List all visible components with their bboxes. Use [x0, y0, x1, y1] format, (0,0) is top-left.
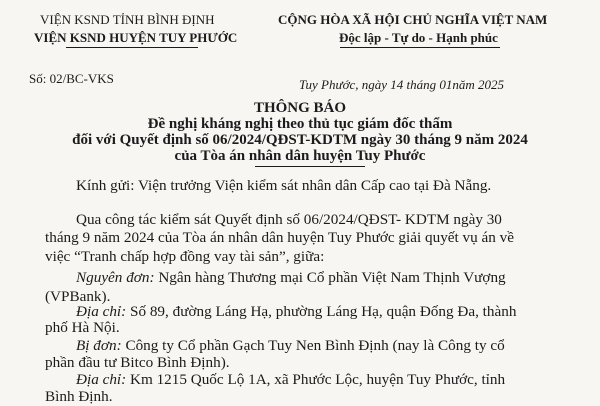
place-and-date: Tuy Phước, ngày 14 tháng 01năm 2025 — [299, 77, 505, 92]
plaintiff-line-2: (VPBank). — [45, 288, 111, 305]
document-subject-line-3: của Tòa án nhân dân huyện Tuy Phước — [174, 148, 426, 164]
paragraph-1-line-3: việc “Tranh chấp hợp đồng vay tài sản”, giữa: — [45, 248, 325, 265]
plaintiff-line — [76, 270, 506, 285]
defendant-line-2 — [45, 355, 230, 370]
defendant-name-cont: phần đầu tư Bitco Bình Định). — [45, 354, 230, 371]
plaintiff-label: Nguyên đơn: — [76, 269, 155, 286]
paragraph-1-line-1: Qua công tác kiểm sát Quyết định số 06/2024/QĐST- KDTM ngày 30 — [76, 211, 502, 228]
defendant-address-cont: Bình Định. — [45, 388, 113, 405]
defendant-label: Bị đơn: — [76, 337, 122, 354]
defendant-name: Công ty Cổ phần Gạch Tuy Nen Bình Định (nay là Công ty cổ — [121, 337, 505, 354]
defendant-address-label: Địa chỉ: — [76, 371, 127, 388]
recipient-line: Kính gửi: Viện trưởng Viện kiểm sát nhân dân Cấp cao tại Đà Nẵng. — [76, 177, 492, 194]
defendant-address-line — [76, 372, 505, 387]
agency-underline — [66, 47, 198, 48]
defendant-address: Km 1215 Quốc Lộ 1A, xã Phước Lộc, huyện Tuy Phước, tỉnh — [126, 371, 506, 388]
plaintiff-address: Số 89, đường Láng Hạ, phường Láng Hạ, quận Đống Đa, thành — [126, 303, 517, 320]
motto-underline — [340, 47, 500, 48]
document-subject-line-2: đối với Quyết định số 06/2024/QĐST-KDTM ngày 30 tháng 9 năm 2024 — [72, 132, 528, 148]
document-number: Số: 02/BC-VKS — [29, 71, 114, 86]
agency-name-district: VIỆN KSND HUYỆN TUY PHƯỚC — [34, 30, 238, 45]
paragraph-1-line-2: tháng 9 năm 2024 của Tòa án nhân dân huyện Tuy Phước giải quyết vụ án về — [45, 229, 514, 246]
national-title: CỘNG HÒA XÃ HỘI CHỦ NGHĨA VIỆT NAM — [278, 12, 548, 27]
national-motto: Độc lập - Tự do - Hạnh phúc — [339, 30, 498, 45]
defendant-line — [76, 338, 505, 353]
agency-name-provincial: VIỆN KSND TỈNH BÌNH ĐỊNH — [40, 12, 215, 27]
plaintiff-address-line — [76, 304, 516, 319]
document-subject-line-1: Đề nghị kháng nghị theo thủ tục giám đốc thẩm — [147, 116, 453, 132]
title-underline — [255, 166, 365, 167]
plaintiff-address-line-2: phố Hà Nội. — [45, 319, 120, 336]
document-title: THÔNG BÁO — [253, 100, 347, 116]
plaintiff-address-label: Địa chỉ: — [76, 303, 127, 320]
defendant-address-line-2 — [45, 389, 113, 404]
plaintiff-name: Ngân hàng Thương mại Cổ phần Việt Nam Thịnh Vượng — [154, 269, 506, 286]
